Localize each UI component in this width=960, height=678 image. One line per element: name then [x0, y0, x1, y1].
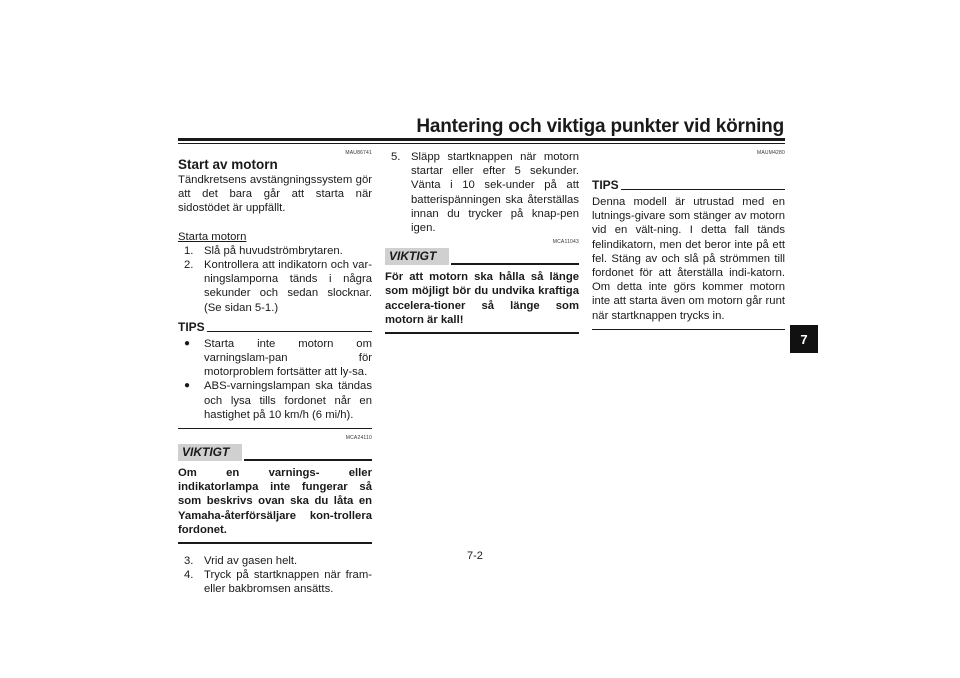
step-item	[178, 258, 372, 315]
tips-header	[592, 179, 785, 192]
step-item	[178, 244, 372, 258]
chapter-tab: 7	[790, 325, 818, 353]
step-text: Släpp startknappen när motorn startar eller efter 5 sekunder. Vänta i 10 sek-under på att batterispänningen ska återställas innan du trycker på knap-pen igen.	[411, 151, 579, 235]
notice-rule	[451, 263, 579, 265]
notice-label: VIKTIGT	[178, 444, 242, 461]
step-number: 1.	[184, 244, 194, 257]
notice-text: Om en varnings- eller indikatorlampa inte fungerar så som beskrivs ovan ska du låta en Yamaha-återförsäljare kon-trollera fordonet.	[178, 467, 372, 536]
tips-end-rule	[178, 428, 372, 429]
header-rule-thin	[178, 143, 785, 144]
notice-end-rule	[385, 332, 579, 334]
column-2	[385, 150, 579, 334]
column-3	[592, 150, 785, 330]
step-item	[385, 150, 579, 235]
step-number: 5.	[391, 151, 401, 163]
step-number: 4.	[184, 569, 194, 582]
step-text: Tryck på startknappen när fram- eller bakbromsen ansätts.	[204, 569, 372, 596]
tips-bullet	[178, 379, 372, 422]
bullet-text: Starta inte motorn om varningslam-pan för motorproblem fortsätter att ly-sa.	[204, 337, 372, 379]
bullet-icon: ●	[184, 337, 191, 349]
tips-rule	[621, 189, 785, 190]
notice-code: MCA11043	[552, 239, 579, 246]
tips-label: TIPS	[178, 319, 205, 334]
step-item	[178, 568, 372, 596]
tips-rule	[207, 331, 372, 332]
bullet-text: ABS-varningslampan ska tändas och lysa tills fordonet når en hastighet på 10 km/h (6 mi/h).	[204, 380, 372, 421]
notice-code: MCA24110	[345, 435, 372, 442]
tips-text: Denna modell är utrustad med en lutnings-givare som stänger av motorn vid en vält-ning. I detta fall tänds felindikatorn, men det beror inte på ett fel. Stäng av och slå på strömmen till fordonet för att återställa indi-katorn. Om detta inte görs kommer motorn inte att starta även om motorn går runt när startknappen trycks in.	[592, 196, 785, 322]
notice-header	[178, 444, 372, 461]
column-1	[178, 150, 372, 597]
step-item	[178, 554, 372, 568]
page-header-title: Hantering och viktiga punkter vid körning	[416, 116, 784, 137]
step-text: Vrid av gasen helt.	[204, 555, 298, 568]
notice-label: VIKTIGT	[385, 248, 449, 265]
section-code: MAUM4280	[757, 150, 785, 156]
notice-text: För att motorn ska hålla så länge som möjligt bör du undvika kraftiga accelera-tioner så länge som motorn är kall!	[385, 271, 579, 326]
step-text: Kontrollera att indikatorn och var-ningslamporna tänds i några sekunder och sedan slocknar. (Se sidan 5-1.)	[204, 259, 372, 314]
notice-end-rule	[178, 542, 372, 544]
subheading-start-engine: Starta motorn	[178, 230, 247, 243]
tips-bullet	[178, 337, 372, 380]
step-number: 3.	[184, 555, 194, 568]
section-code: MAU86741	[345, 150, 372, 156]
tips-end-rule	[592, 329, 785, 330]
header-rule	[178, 138, 785, 141]
notice-rule	[244, 459, 372, 461]
intro-paragraph: Tändkretsens avstängningssystem gör att det bara går att starta när sidostödet är uppfällt.	[178, 174, 372, 215]
tips-label: TIPS	[592, 178, 619, 192]
section-title: Start av motorn	[178, 157, 278, 172]
page-number: 7-2	[467, 550, 483, 562]
step-number: 2.	[184, 259, 194, 272]
step-text: Slå på huvudströmbrytaren.	[204, 244, 343, 257]
tips-header	[178, 321, 372, 334]
notice-header	[385, 248, 579, 265]
bullet-icon: ●	[184, 380, 191, 392]
